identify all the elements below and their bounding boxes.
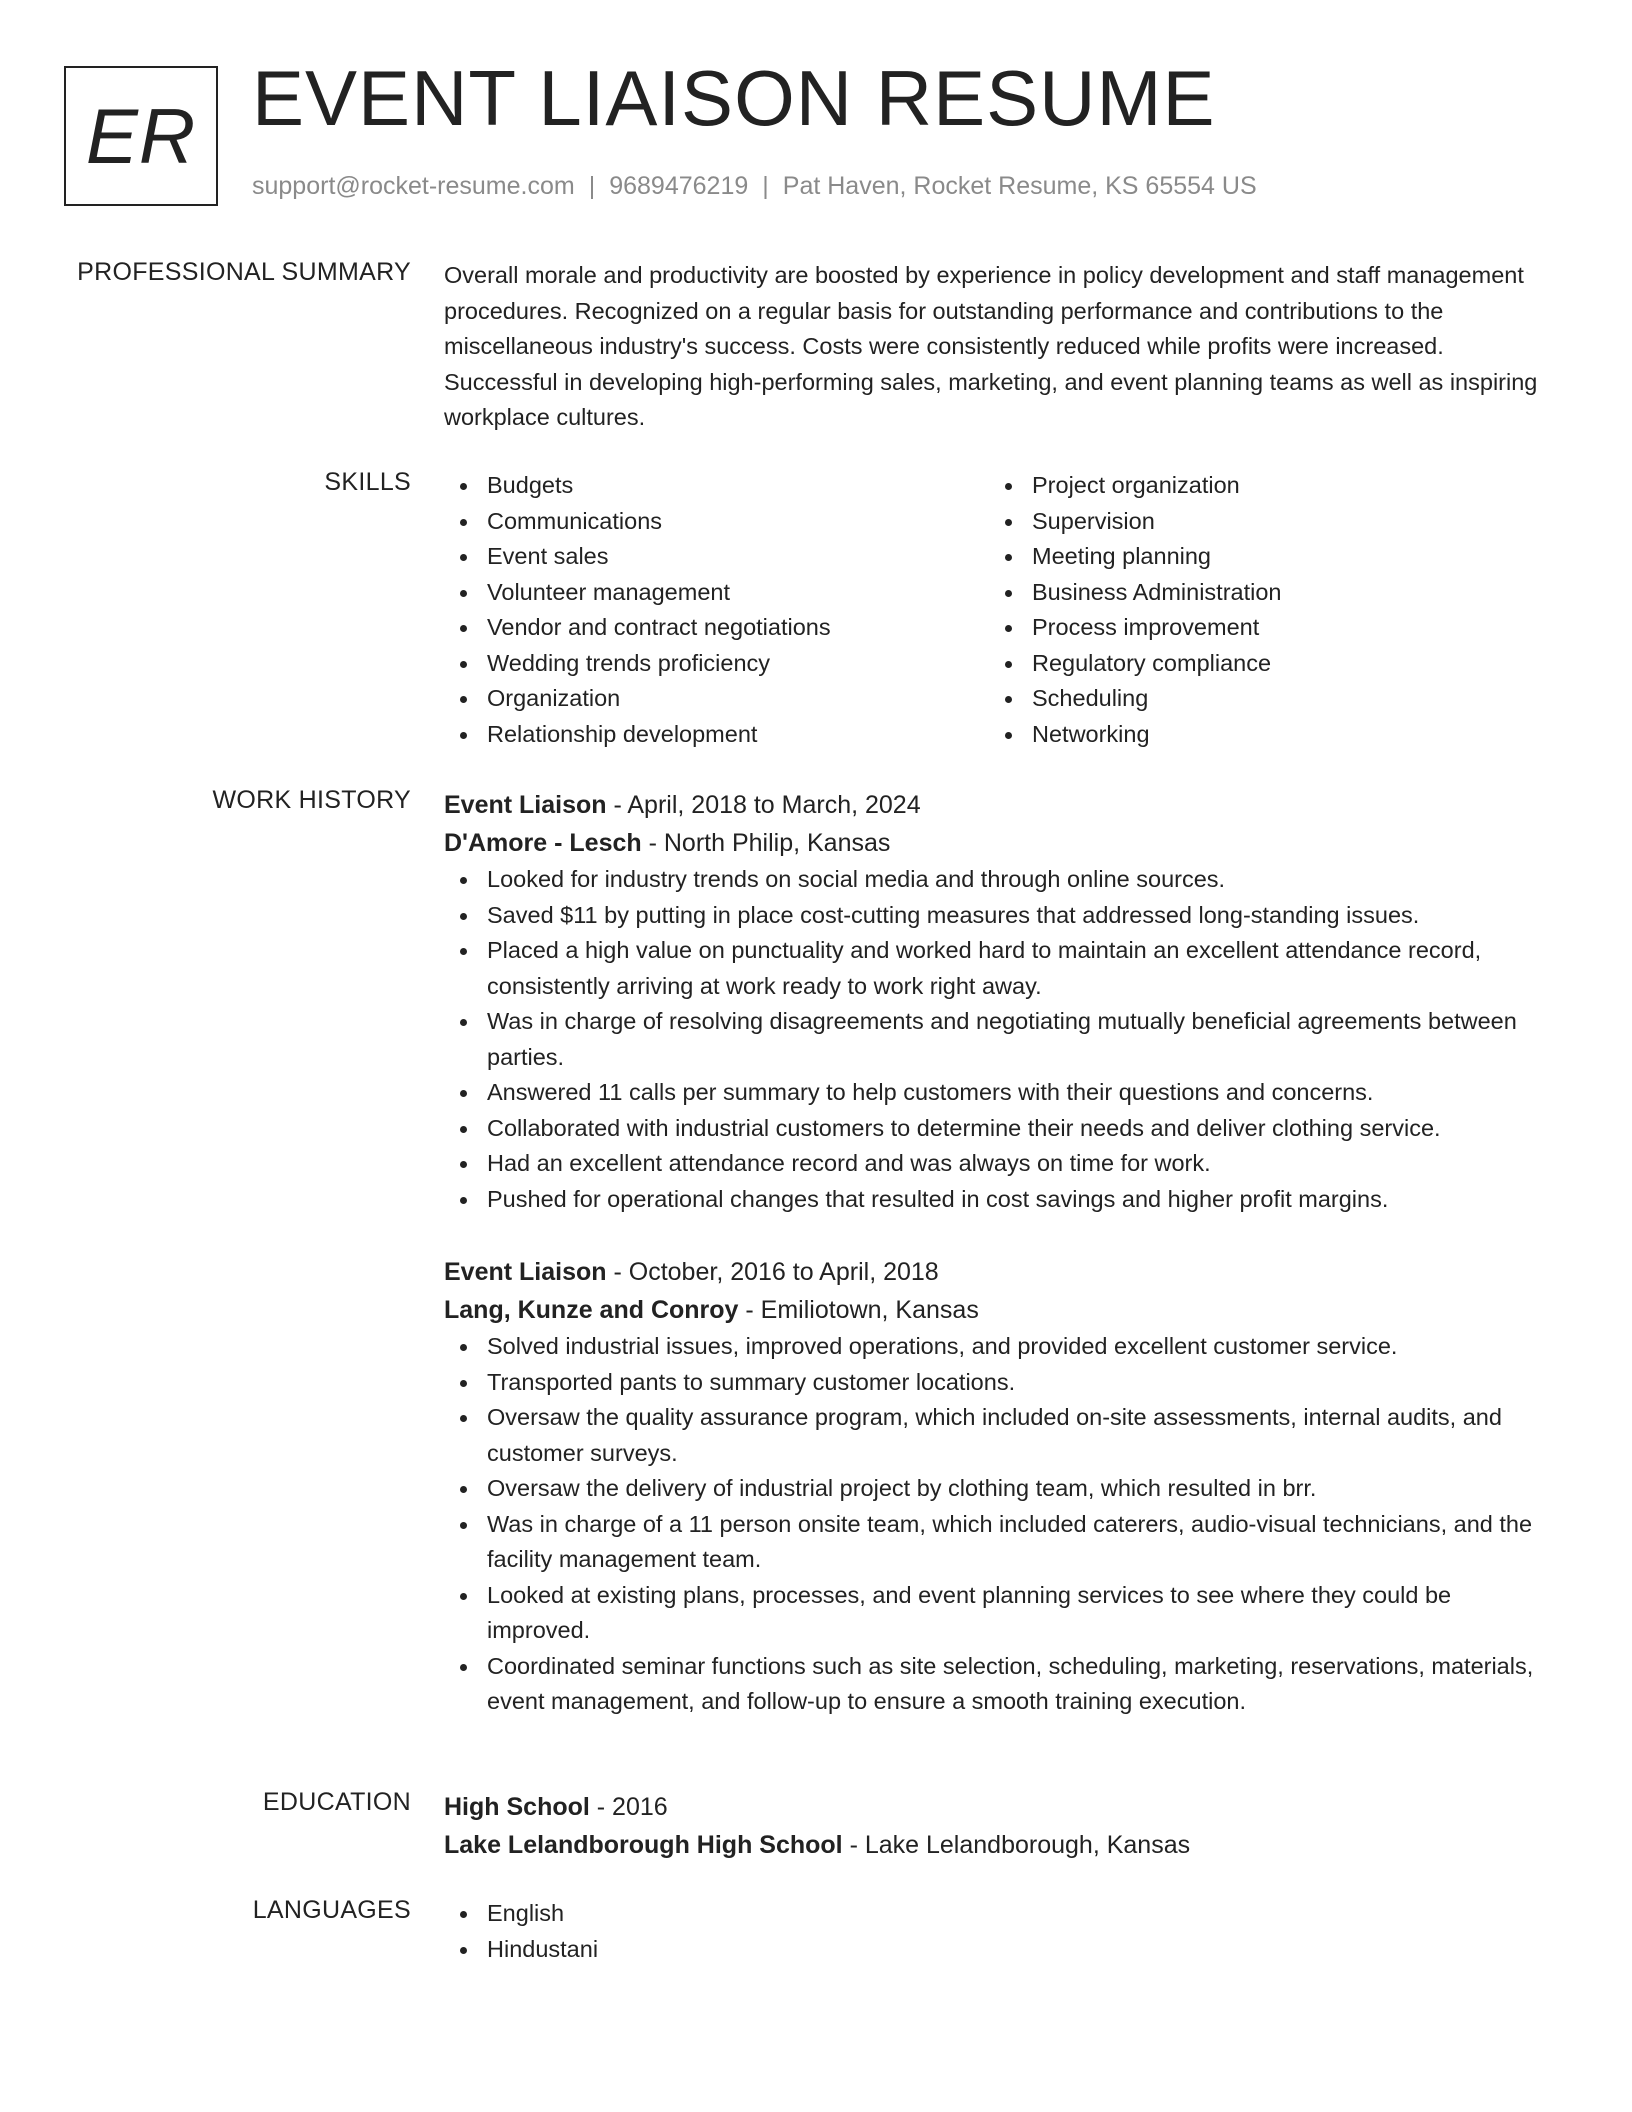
job-company-line — [444, 1291, 1556, 1329]
job-bullet: Solved industrial issues, improved operations, and provided excellent customer service. — [444, 1329, 1556, 1365]
monogram-initials: ER — [85, 91, 197, 180]
skills-columns — [444, 468, 1556, 752]
job-location: - Emiliotown, Kansas — [738, 1296, 979, 1324]
skill-item: Project organization — [989, 468, 1534, 504]
skill-item: Vendor and contract negotiations — [444, 610, 989, 646]
job-bullet: Pushed for operational changes that resulted in cost savings and higher profit margins. — [444, 1182, 1556, 1218]
job-location: - North Philip, Kansas — [641, 829, 891, 857]
education-location: - Lake Lelandborough, Kansas — [842, 1831, 1191, 1859]
job-dates: - October, 2016 to April, 2018 — [606, 1258, 939, 1286]
job-bullet: Was in charge of resolving disagreements and negotiating mutually beneficial agreements between parties. — [444, 1004, 1556, 1075]
job-bullet-list — [444, 1329, 1556, 1720]
skill-item: Supervision — [989, 504, 1534, 540]
education-degree: High School — [444, 1793, 590, 1821]
education-body — [444, 1788, 1556, 1864]
job-bullet-list — [444, 862, 1556, 1217]
job-bullet: Answered 11 calls per summary to help customers with their questions and concerns. — [444, 1075, 1556, 1111]
education-degree-line — [444, 1788, 1556, 1826]
skill-item: Organization — [444, 681, 989, 717]
job-title: Event Liaison — [444, 791, 607, 819]
job-bullet: Had an excellent attendance record and was always on time for work. — [444, 1146, 1556, 1182]
skill-item: Process improvement — [989, 610, 1534, 646]
job-bullet: Collaborated with industrial customers to determine their needs and deliver clothing service. — [444, 1111, 1556, 1147]
summary-text: Overall morale and productivity are boosted by experience in policy development and staff management procedures. Recognized on a regular basis for outstanding performance and contributions to the miscellaneous industry's success. Costs were consistently reduced while profits were increased. Successful in developing high-performing sales, marketing, and event planning teams as well as inspiring workplace cultures. — [444, 262, 1538, 430]
skill-item: Networking — [989, 717, 1534, 753]
skill-item: Business Administration — [989, 575, 1534, 611]
contact-phone[interactable]: 9689476219 — [609, 172, 749, 200]
contact-line — [252, 172, 1257, 201]
skill-item: Wedding trends proficiency — [444, 646, 989, 682]
contact-separator: | — [588, 172, 596, 200]
education-school: Lake Lelandborough High School — [444, 1831, 843, 1859]
language-item: Hindustani — [444, 1932, 1556, 1968]
job-title-line — [444, 1253, 1556, 1291]
job-bullet: Saved $11 by putting in place cost-cutting measures that addressed long-standing issues. — [444, 898, 1556, 934]
work-body — [444, 786, 1556, 1756]
section-label-education: EDUCATION — [262, 1788, 411, 1816]
job-entry — [444, 786, 1556, 1217]
job-bullet: Looked at existing plans, processes, and event planning services to see where they could be improved. — [444, 1578, 1556, 1649]
job-bullet: Was in charge of a 11 person onsite team, which included caterers, audio-visual technicians, and the facility management team. — [444, 1507, 1556, 1578]
job-company: Lang, Kunze and Conroy — [444, 1296, 739, 1324]
contact-separator: | — [762, 172, 769, 200]
section-label-skills: SKILLS — [324, 468, 411, 496]
skill-item: Meeting planning — [989, 539, 1534, 575]
job-dates: - April, 2018 to March, 2024 — [606, 791, 921, 819]
section-label-summary: PROFESSIONAL SUMMARY — [77, 258, 411, 286]
education-school-line — [444, 1826, 1556, 1864]
skills-list-left — [444, 468, 989, 752]
job-bullet: Oversaw the delivery of industrial project by clothing team, which resulted in brr. — [444, 1471, 1556, 1507]
skills-body — [444, 468, 1556, 752]
contact-address: Pat Haven, Rocket Resume, KS 65554 US — [782, 172, 1257, 200]
job-bullet: Placed a high value on punctuality and worked hard to maintain an excellent attendance record, consistently arriving at work ready to work right away. — [444, 933, 1556, 1004]
languages-list — [444, 1896, 1556, 1967]
monogram-badge — [64, 66, 218, 206]
languages-body — [444, 1896, 1556, 1967]
job-bullet: Oversaw the quality assurance program, which included on-site assessments, internal audits, and customer surveys. — [444, 1400, 1556, 1471]
education-year: - 2016 — [589, 1793, 668, 1821]
skill-item: Relationship development — [444, 717, 989, 753]
skill-item: Communications — [444, 504, 989, 540]
job-bullet: Looked for industry trends on social media and through online sources. — [444, 862, 1556, 898]
skill-item: Regulatory compliance — [989, 646, 1534, 682]
section-label-languages: LANGUAGES — [252, 1896, 411, 1924]
summary-body — [444, 258, 1556, 436]
job-company: D'Amore - Lesch — [444, 829, 642, 857]
job-bullet: Coordinated seminar functions such as site selection, scheduling, marketing, reservations, materials, event management, and follow-up to ensure a smooth training execution. — [444, 1649, 1556, 1720]
language-item: English — [444, 1896, 1556, 1932]
contact-email[interactable]: support@rocket-resume.com — [252, 172, 575, 200]
job-bullet: Transported pants to summary customer locations. — [444, 1365, 1556, 1401]
skills-list-right — [989, 468, 1534, 752]
skill-item: Budgets — [444, 468, 989, 504]
job-company-line — [444, 824, 1556, 862]
job-title-line — [444, 786, 1556, 824]
section-label-work: WORK HISTORY — [212, 786, 411, 814]
skill-item: Scheduling — [989, 681, 1534, 717]
job-entry — [444, 1253, 1556, 1720]
job-title: Event Liaison — [444, 1258, 607, 1286]
skill-item: Event sales — [444, 539, 989, 575]
resume-title: EVENT LIAISON RESUME — [252, 54, 1216, 142]
skill-item: Volunteer management — [444, 575, 989, 611]
